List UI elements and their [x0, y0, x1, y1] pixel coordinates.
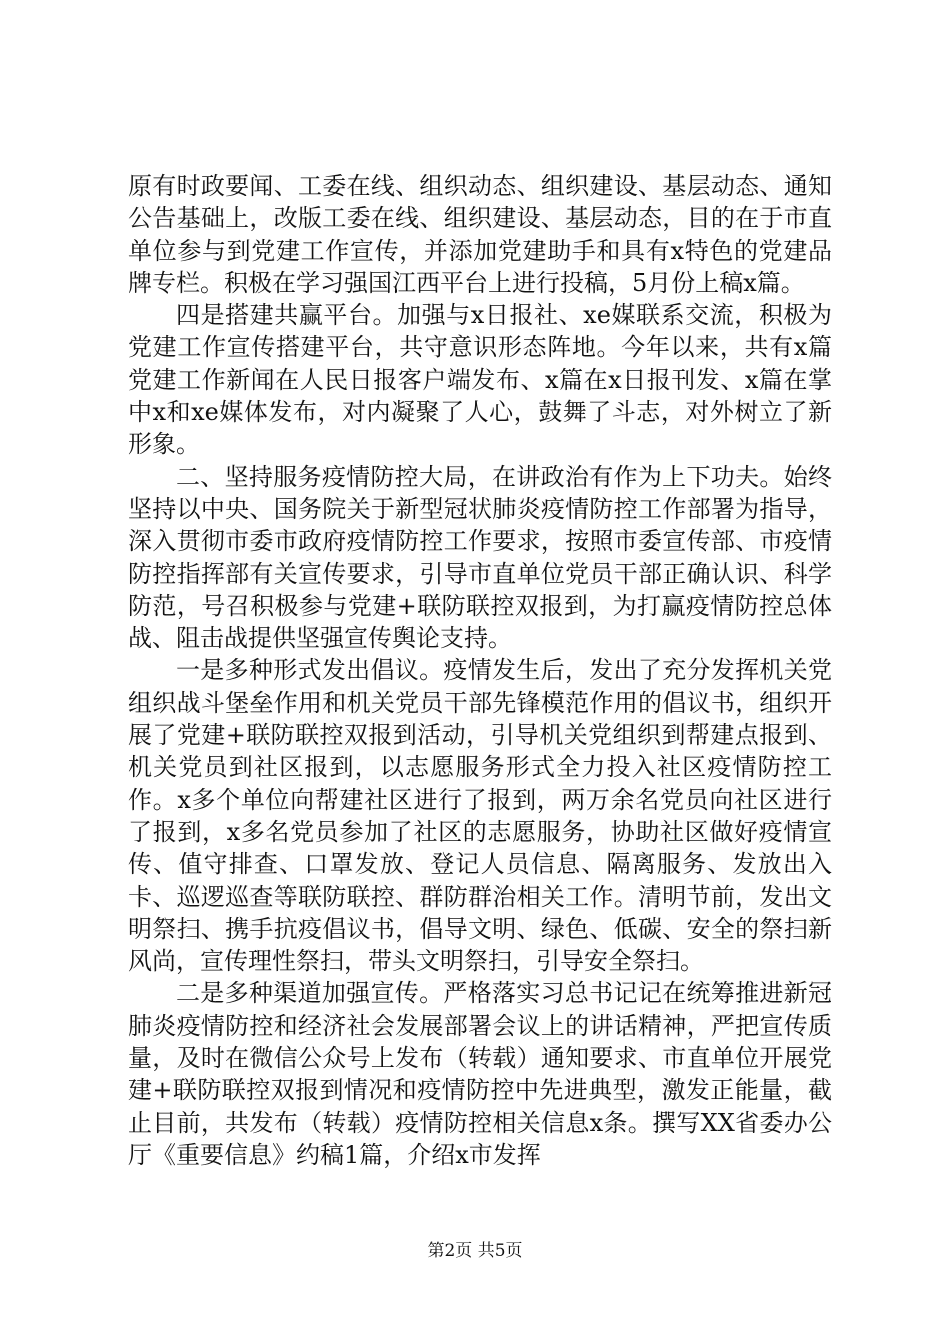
paragraph-continuation: 原有时政要闻、工委在线、组织动态、组织建设、基层动态、通知公告基础上，改版工委在线、组织建设、基层动态，目的在于市直单位参与到党建工作宣传，并添加党建助手和具有x特色的党建品牌专栏。积极在学习强国江西平台上进行投稿，5月份上稿x篇。 [128, 172, 832, 297]
paragraph-publicity: 二是多种渠道加强宣传。严格落实习总书记记在统筹推进新冠肺炎疫情防控和经济社会发展部署会议上的讲话精神，严把宣传质量，及时在微信公众号上发布（转载）通知要求、市直单位开展党建+联防联控双报到情况和疫情防控中先进典型，激发正能量，截止目前，共发布（转载）疫情防控相关信息x条。撰写XX省委办公厅《重要信息》约稿1篇，介绍x市发挥 [128, 979, 832, 1169]
document-body [128, 170, 832, 1171]
page-footer [0, 1240, 950, 1262]
paragraph-initiative: 一是多种形式发出倡议。疫情发生后，发出了充分发挥机关党组织战斗堡垒作用和机关党员干部先锋模范作用的倡议书，组织开展了党建+联防联控双报到活动，引导机关党组织到帮建点报到、机关党员到社区报到，以志愿服务形式全力投入社区疫情防控工作。x多个单位向帮建社区进行了报到，两万余名党员向社区进行了报到，x多名党员参加了社区的志愿服务，协助社区做好疫情宣传、值守排查、口罩发放、登记人员信息、隔离服务、发放出入卡、巡逻巡查等联防联控、群防群治相关工作。清明节前，发出文明祭扫、携手抗疫倡议书，倡导文明、绿色、低碳、安全的祭扫新风尚，宣传理性祭扫，带头文明祭扫，引导安全祭扫。 [128, 656, 832, 976]
page-number: 第2页 共5页 [427, 1241, 523, 1261]
paragraph-shared-platform: 四是搭建共赢平台。加强与x日报社、xe媒联系交流，积极为党建工作宣传搭建平台，共守意识形态阵地。今年以来，共有x篇党建工作新闻在人民日报客户端发布、x篇在x日报刊发、x篇在掌中x和xe媒体发布，对内凝聚了人心，鼓舞了斗志，对外树立了新形象。 [128, 301, 832, 459]
paragraph-section-two-heading: 二、坚持服务疫情防控大局，在讲政治有作为上下功夫。始终坚持以中央、国务院关于新型冠状肺炎疫情防控工作部署为指导，深入贯彻市委市政府疫情防控工作要求，按照市委宣传部、市疫情防控指挥部有关宣传要求，引导市直单位党员干部正确认识、科学防范，号召积极参与党建+联防联控双报到，为打赢疫情防控总体战、阻击战提供坚强宣传舆论支持。 [128, 462, 832, 653]
